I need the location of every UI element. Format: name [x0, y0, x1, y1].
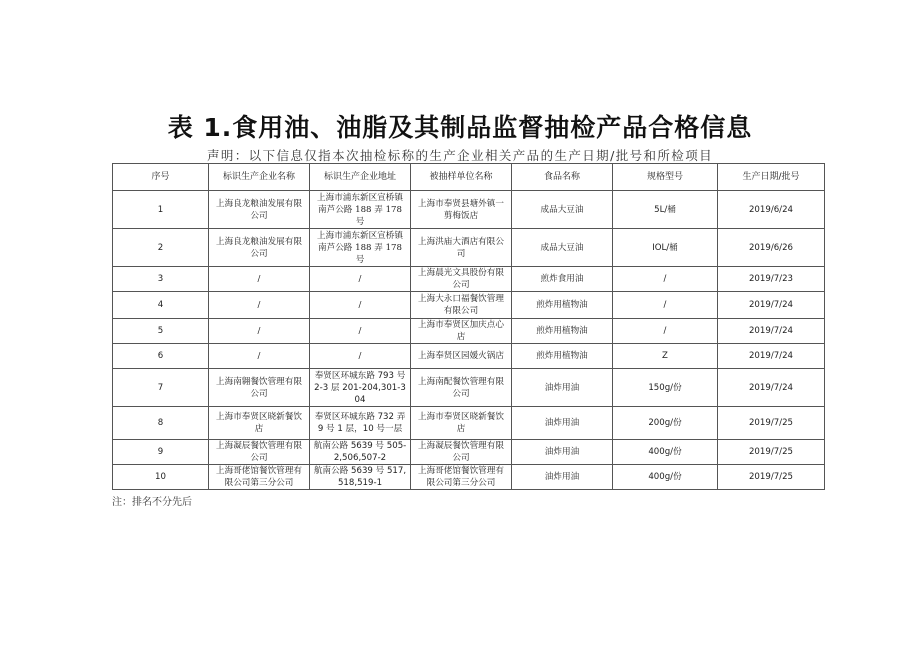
cell-index: 3	[113, 267, 209, 292]
header-producer-name: 标识生产企业名称	[209, 164, 310, 191]
cell-producer-name: /	[209, 267, 310, 292]
header-sampled-unit: 被抽样单位名称	[411, 164, 512, 191]
cell-food-name: 成品大豆油	[512, 229, 613, 267]
cell-producer-address: /	[310, 319, 411, 344]
cell-index: 2	[113, 229, 209, 267]
inspection-table	[112, 163, 825, 490]
cell-date-batch: 2019/7/24	[718, 292, 825, 319]
cell-spec: 400g/份	[613, 465, 718, 490]
cell-date-batch: 2019/7/24	[718, 319, 825, 344]
cell-date-batch: 2019/7/25	[718, 440, 825, 465]
cell-spec: 400g/份	[613, 440, 718, 465]
cell-producer-address: 奉贤区环城东路 732 弄 9 号 1 层，10 号一层	[310, 407, 411, 440]
table-row	[113, 369, 825, 407]
cell-producer-name: /	[209, 319, 310, 344]
cell-food-name: 煎炸食用油	[512, 267, 613, 292]
header-date-batch: 生产日期/批号	[718, 164, 825, 191]
cell-producer-address: /	[310, 292, 411, 319]
cell-sampled-unit: 上海凝辰餐饮管理有限公司	[411, 440, 512, 465]
cell-spec: /	[613, 267, 718, 292]
table-row	[113, 465, 825, 490]
cell-date-batch: 2019/7/24	[718, 344, 825, 369]
table-row	[113, 440, 825, 465]
table-row	[113, 292, 825, 319]
cell-index: 6	[113, 344, 209, 369]
cell-spec: /	[613, 319, 718, 344]
cell-producer-name: 上海市奉贤区晓新餐饮店	[209, 407, 310, 440]
cell-spec: IOL/桶	[613, 229, 718, 267]
cell-producer-name: /	[209, 292, 310, 319]
cell-producer-address: /	[310, 267, 411, 292]
cell-food-name: 油炸用油	[512, 369, 613, 407]
cell-food-name: 成品大豆油	[512, 191, 613, 229]
cell-date-batch: 2019/7/25	[718, 465, 825, 490]
cell-food-name: 煎炸用植物油	[512, 319, 613, 344]
cell-food-name: 煎炸用植物油	[512, 344, 613, 369]
cell-index: 10	[113, 465, 209, 490]
footnote: 注：排名不分先后	[112, 497, 192, 508]
cell-sampled-unit: 上海奉贤区园媛火锅店	[411, 344, 512, 369]
header-food-name: 食品名称	[512, 164, 613, 191]
cell-date-batch: 2019/6/26	[718, 229, 825, 267]
cell-index: 7	[113, 369, 209, 407]
table-row	[113, 229, 825, 267]
cell-producer-name: 上海良龙粮油发展有限公司	[209, 229, 310, 267]
table-row	[113, 267, 825, 292]
cell-sampled-unit: 上海哥佬馆餐饮管理有限公司第三分公司	[411, 465, 512, 490]
cell-producer-name: 上海哥佬馆餐饮管理有限公司第三分公司	[209, 465, 310, 490]
cell-spec: 150g/份	[613, 369, 718, 407]
declaration-text: 声明：以下信息仅指本次抽检标称的生产企业相关产品的生产日期/批号和所检项目	[206, 148, 713, 163]
cell-producer-name: 上海良龙粮油发展有限公司	[209, 191, 310, 229]
header-producer-address: 标识生产企业地址	[310, 164, 411, 191]
cell-index: 4	[113, 292, 209, 319]
cell-producer-address: 上海市浦东新区宣桥镇南芦公路 188 弄 178 号	[310, 229, 411, 267]
cell-index: 8	[113, 407, 209, 440]
cell-sampled-unit: 上海市奉贤区晓新餐饮店	[411, 407, 512, 440]
cell-producer-name: 上海凝辰餐饮管理有限公司	[209, 440, 310, 465]
cell-producer-address: 航南公路 5639 号 517,518,519-1	[310, 465, 411, 490]
cell-date-batch: 2019/7/24	[718, 369, 825, 407]
cell-date-batch: 2019/7/25	[718, 407, 825, 440]
cell-producer-name: /	[209, 344, 310, 369]
header-spec: 规格型号	[613, 164, 718, 191]
header-index: 序号	[113, 164, 209, 191]
cell-food-name: 油炸用油	[512, 407, 613, 440]
cell-spec: 200g/份	[613, 407, 718, 440]
cell-food-name: 煎炸用植物油	[512, 292, 613, 319]
cell-sampled-unit: 上海晨光文具股份有限公司	[411, 267, 512, 292]
cell-sampled-unit: 上海大永口福餐饮管理有限公司	[411, 292, 512, 319]
cell-sampled-unit: 上海市奉贤区加庆点心店	[411, 319, 512, 344]
cell-spec: /	[613, 292, 718, 319]
cell-producer-address: 奉贤区环城东路 793 号 2-3 层 201-204,301-304	[310, 369, 411, 407]
cell-producer-address: /	[310, 344, 411, 369]
cell-index: 1	[113, 191, 209, 229]
cell-index: 5	[113, 319, 209, 344]
table-row	[113, 344, 825, 369]
table-row	[113, 191, 825, 229]
table-row	[113, 407, 825, 440]
cell-index: 9	[113, 440, 209, 465]
cell-producer-address: 航南公路 5639 号 505-2,506,507-2	[310, 440, 411, 465]
cell-date-batch: 2019/6/24	[718, 191, 825, 229]
document-title: 表 1.食用油、油脂及其制品监督抽检产品合格信息	[167, 113, 753, 142]
cell-date-batch: 2019/7/23	[718, 267, 825, 292]
cell-food-name: 油炸用油	[512, 440, 613, 465]
cell-spec: Z	[613, 344, 718, 369]
cell-producer-name: 上海南翱餐饮管理有限公司	[209, 369, 310, 407]
table-row	[113, 319, 825, 344]
cell-sampled-unit: 上海市奉贤县塘外镇一剪梅饭店	[411, 191, 512, 229]
table-header-row	[113, 164, 825, 191]
cell-producer-address: 上海市浦东新区宣桥镇南芦公路 188 弄 178 号	[310, 191, 411, 229]
cell-spec: 5L/桶	[613, 191, 718, 229]
cell-food-name: 油炸用油	[512, 465, 613, 490]
cell-sampled-unit: 上海南配餐饮管理有限公司	[411, 369, 512, 407]
cell-sampled-unit: 上海洪庙大酒店有限公司	[411, 229, 512, 267]
